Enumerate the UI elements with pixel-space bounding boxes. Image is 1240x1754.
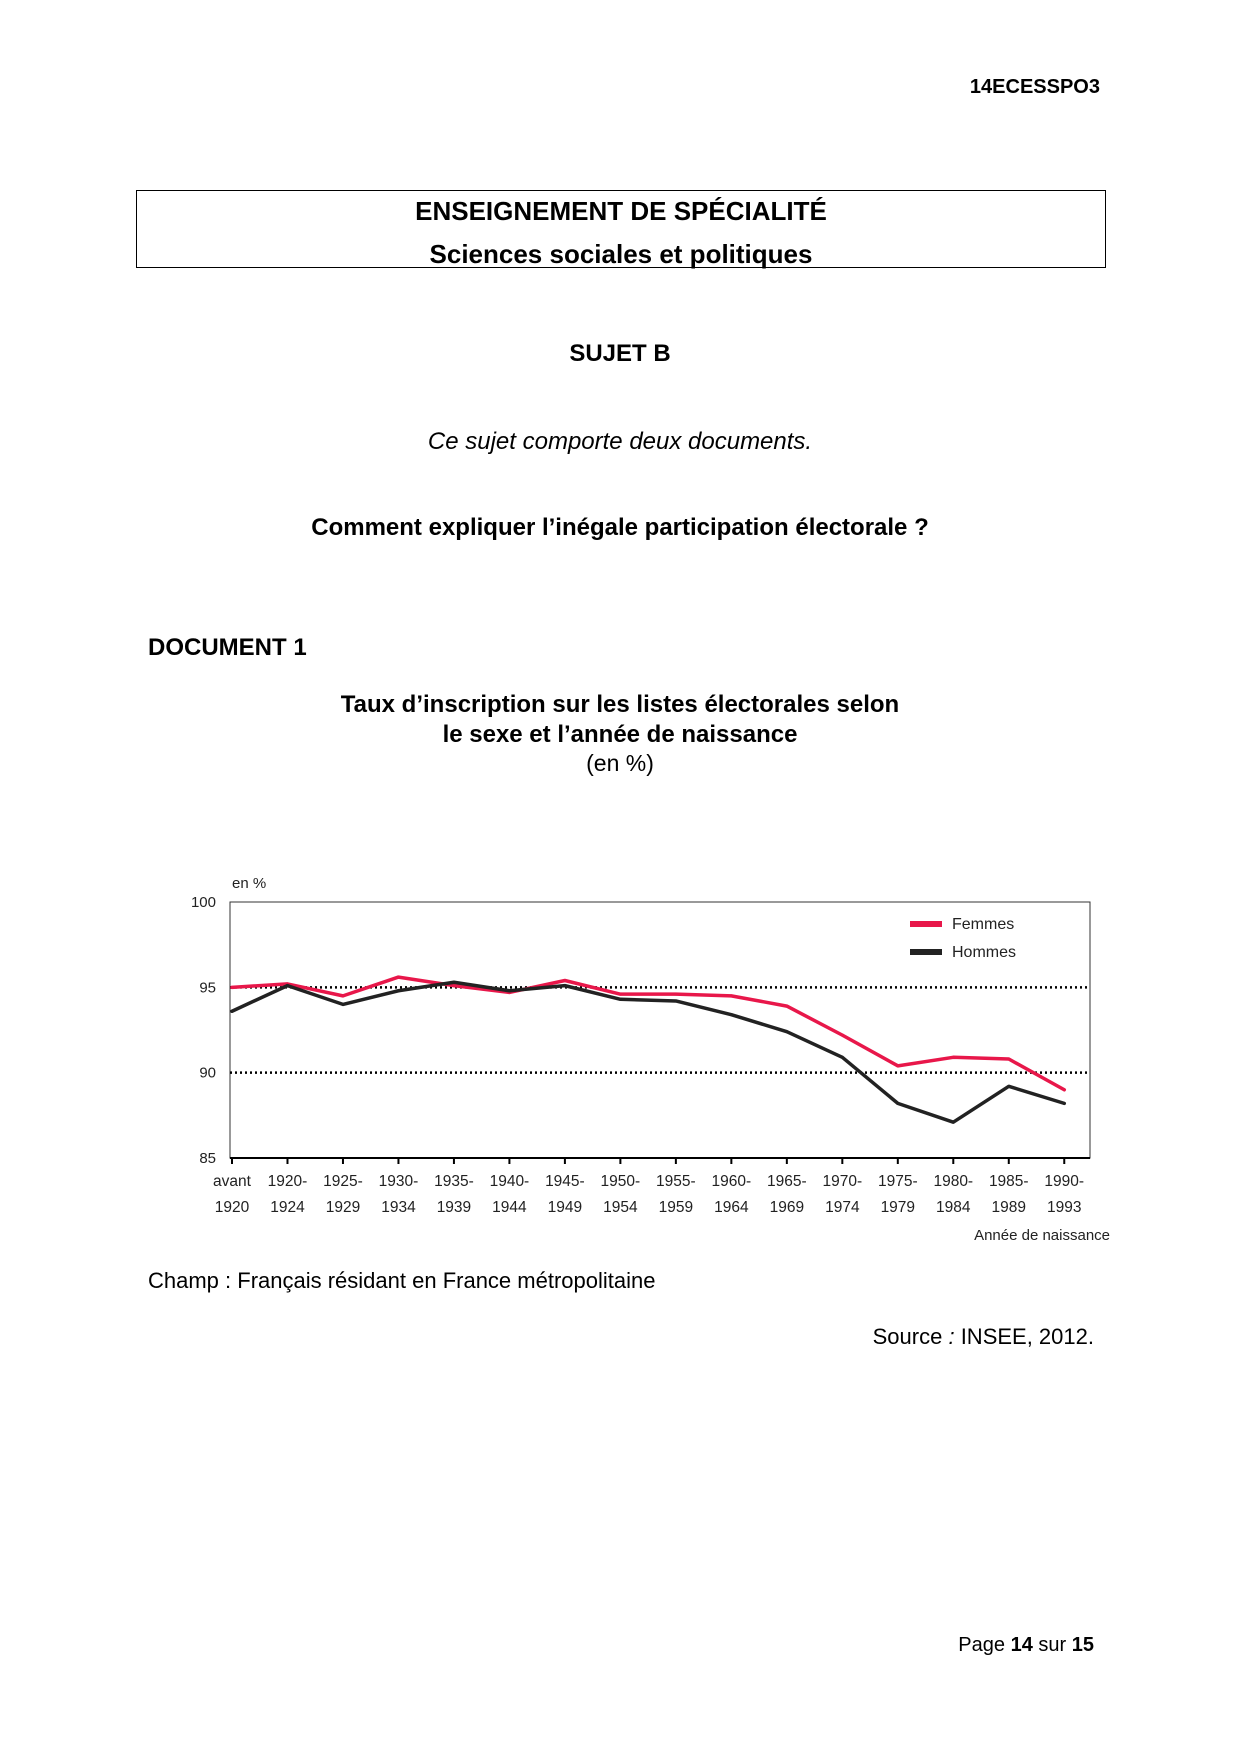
data-point-femmes (563, 979, 566, 982)
intro-text: Ce sujet comporte deux documents. (427, 428, 813, 455)
x-tick-label: 1985- (988, 1173, 1029, 1190)
x-tick-label: 1984 (936, 1199, 971, 1216)
data-point-hommes (397, 989, 400, 992)
document-label: DOCUMENT 1 (148, 634, 307, 661)
data-point-hommes (341, 1003, 344, 1006)
data-point-hommes (730, 1013, 733, 1016)
data-point-hommes (231, 1010, 234, 1013)
x-tick-label: 1979 (880, 1199, 916, 1216)
x-tick-label: 1970- (822, 1173, 863, 1190)
x-tick-label: 1944 (492, 1199, 527, 1216)
x-tick-label: 1960- (711, 1173, 752, 1190)
x-tick-label: 1935- (434, 1173, 474, 1190)
series-line-hommes (232, 982, 1064, 1122)
x-axis-label: Année de naissance (974, 1227, 1110, 1244)
x-tick-label: 1990- (1044, 1173, 1085, 1190)
data-point-hommes (286, 984, 289, 987)
document-title-line-1: Taux d’inscription sur les listes électorales selon (340, 691, 900, 718)
x-tick-label: 1965- (767, 1173, 807, 1190)
x-tick-label: 1945- (545, 1173, 585, 1190)
data-point-femmes (785, 1005, 788, 1008)
y-tick-label: 85 (199, 1150, 216, 1167)
x-tick-label: 1934 (381, 1199, 416, 1216)
title-line-1: ENSEIGNEMENT DE SPÉCIALITÉ (415, 196, 827, 226)
source-note (873, 1324, 1094, 1350)
data-point-hommes (563, 984, 566, 987)
data-point-femmes (619, 993, 622, 996)
x-tick-label: 1974 (825, 1199, 860, 1216)
x-tick-label: 1925- (323, 1173, 363, 1190)
data-point-femmes (397, 976, 400, 979)
x-tick-label: 1949 (547, 1199, 583, 1216)
data-point-femmes (341, 994, 344, 997)
data-point-hommes (1007, 1085, 1010, 1088)
source-text: INSEE, 2012. (960, 1324, 1094, 1349)
title-box (136, 190, 1106, 268)
current-page: 14 (1010, 1634, 1033, 1656)
source-label: Source (872, 1324, 943, 1349)
data-point-hommes (452, 981, 455, 984)
x-tick-label: 1920- (267, 1173, 308, 1190)
document-title-line-2: le sexe et l’année de naissance (442, 721, 798, 748)
data-point-hommes (674, 999, 677, 1002)
data-point-hommes (508, 989, 511, 992)
data-point-femmes (841, 1034, 844, 1037)
title-line-2: Sciences sociales et politiques (429, 239, 813, 269)
data-point-hommes (841, 1056, 844, 1059)
of-word: sur (1038, 1634, 1067, 1656)
plot-frame (230, 902, 1090, 1158)
x-tick-label: 1959 (658, 1199, 694, 1216)
data-point-hommes (952, 1121, 955, 1124)
data-point-hommes (896, 1102, 899, 1105)
document-title (0, 690, 1240, 750)
y-tick-label: 90 (199, 1064, 216, 1082)
data-point-hommes (1063, 1102, 1066, 1105)
total-pages: 15 (1071, 1634, 1094, 1656)
legend-label-femmes: Femmes (952, 916, 1015, 933)
x-tick-label: 1930- (378, 1173, 419, 1190)
page-number (958, 1634, 1094, 1657)
x-tick-label: 1969 (769, 1199, 805, 1216)
data-point-femmes (952, 1056, 955, 1059)
data-point-femmes (1007, 1058, 1010, 1061)
x-tick-label: 1980- (933, 1173, 974, 1190)
champ-note: Champ : Français résidant en France métropolitaine (148, 1268, 656, 1293)
x-tick-label: 1939 (436, 1199, 472, 1216)
page-word: Page (958, 1634, 1006, 1656)
document-code: 14ECESSPO3 (969, 76, 1100, 98)
y-axis-label: en % (232, 875, 267, 892)
x-tick-label: 1929 (325, 1199, 361, 1216)
data-point-hommes (619, 998, 622, 1001)
legend-label-hommes: Hommes (952, 944, 1017, 961)
x-tick-label: 1950- (600, 1173, 641, 1190)
data-point-hommes (785, 1030, 788, 1033)
document-unit: (en %) (586, 750, 654, 776)
data-point-femmes (730, 994, 733, 997)
subject-heading: SUJET B (569, 340, 671, 367)
y-tick-label: 95 (199, 979, 216, 997)
x-tick-label: 1964 (714, 1199, 749, 1216)
x-tick-label: 1989 (991, 1199, 1027, 1216)
x-tick-label: avant (213, 1173, 251, 1190)
x-tick-label: 1993 (1047, 1199, 1082, 1216)
data-point-femmes (452, 984, 455, 987)
data-point-femmes (231, 986, 234, 989)
source-separator: : (948, 1324, 955, 1349)
y-tick-label: 100 (190, 894, 216, 911)
x-tick-label: 1954 (603, 1199, 638, 1216)
x-tick-label: 1975- (877, 1173, 918, 1190)
data-point-femmes (1063, 1088, 1066, 1091)
x-tick-label: 1920 (214, 1199, 250, 1216)
line-chart (180, 850, 1120, 1250)
data-point-femmes (674, 993, 677, 996)
data-point-femmes (896, 1064, 899, 1067)
question-text: Comment expliquer l’inégale participation électorale ? (311, 514, 929, 541)
x-tick-label: 1924 (270, 1199, 305, 1216)
x-tick-label: 1940- (489, 1173, 530, 1190)
x-tick-label: 1955- (656, 1173, 696, 1190)
